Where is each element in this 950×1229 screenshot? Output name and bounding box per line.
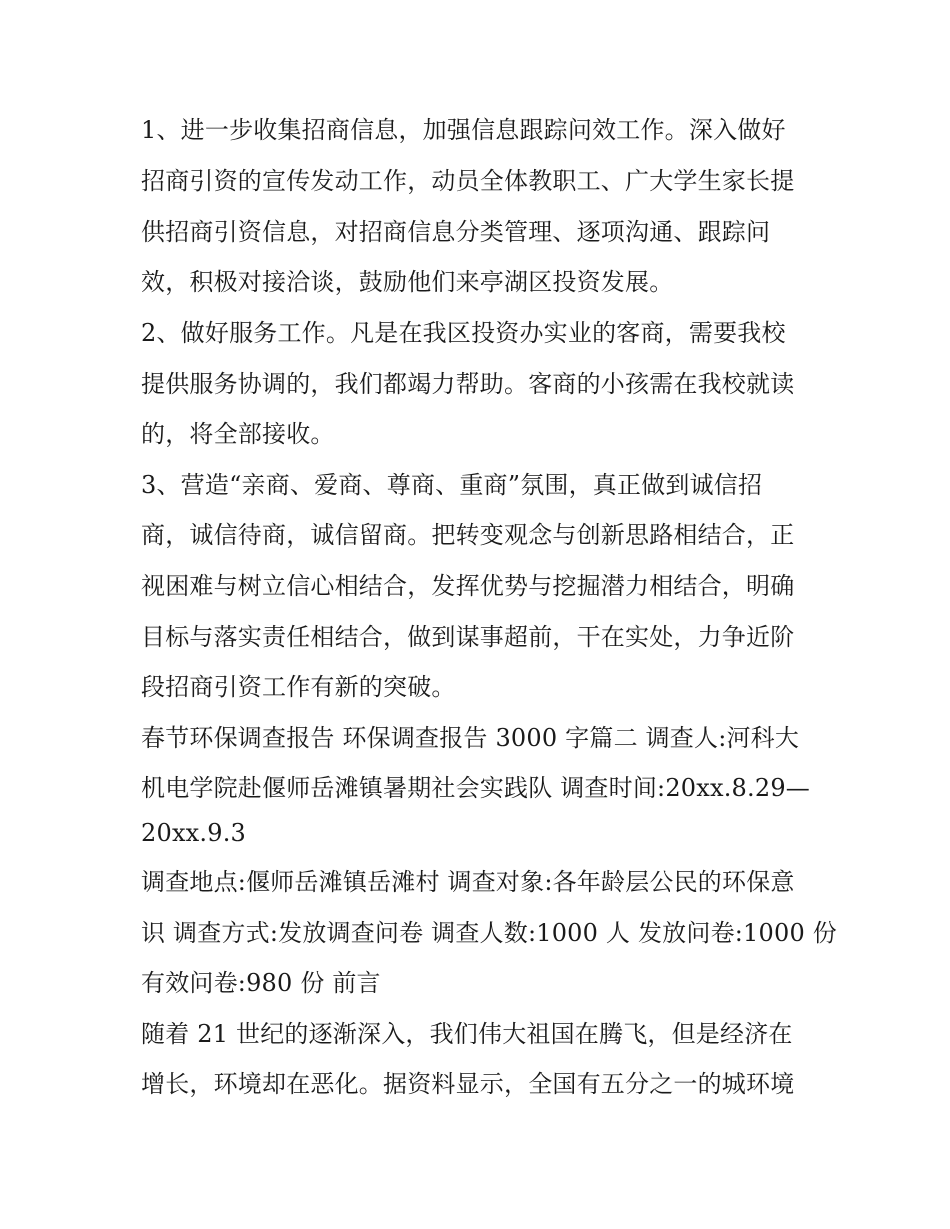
- text-line: 2、做好服务工作。凡是在我区投资办实业的客商，需要我校: [141, 319, 786, 347]
- text-line: 段招商引资工作有新的突破。: [141, 673, 456, 701]
- text-line: 随着 21 世纪的逐渐深入，我们伟大祖国在腾飞，但是经济在: [141, 1020, 793, 1048]
- text-line: 招商引资的宣传发动工作，动员全体教职工、广大学生家长提: [141, 167, 795, 195]
- text-line: 增长，环境却在恶化。据资料显示，全国有五分之一的城环境: [141, 1070, 795, 1098]
- text-line: 识 调查方式:发放调查问卷 调查人数:1000 人 发放问卷:1000 份: [141, 919, 837, 947]
- text-line: 目标与落实责任相结合，做到谋事超前，干在实处，力争近阶: [141, 623, 795, 651]
- text-line: 的，将全部接收。: [141, 420, 335, 448]
- text-line: 20xx.9.3: [141, 819, 247, 847]
- text-line: 3、营造“亲商、爱商、尊商、重商”氛围，真正做到诚信招: [141, 471, 763, 499]
- text-line: 1、进一步收集招商信息，加强信息跟踪问效工作。深入做好: [141, 116, 786, 144]
- text-line: 调查地点:偃师岳滩镇岳滩村 调查对象:各年龄层公民的环保意: [141, 868, 795, 896]
- text-line: 春节环保调查报告 环保调查报告 3000 字篇二 调查人:河科大: [141, 724, 800, 752]
- text-line: 提供服务协调的，我们都竭力帮助。客商的小孩需在我校就读: [141, 370, 795, 398]
- text-line: 供招商引资信息，对招商信息分类管理、逐项沟通、跟踪问: [141, 218, 771, 246]
- text-line: 效，积极对接洽谈，鼓励他们来亭湖区投资发展。: [141, 268, 674, 296]
- text-line: 机电学院赴偃师岳滩镇暑期社会实践队 调查时间:20xx.8.29—: [141, 774, 810, 802]
- text-line: 视困难与树立信心相结合，发挥优势与挖掘潜力相结合，明确: [141, 572, 795, 600]
- text-line: 商，诚信待商，诚信留商。把转变观念与创新思路相结合，正: [141, 521, 795, 549]
- text-line: 有效问卷:980 份 前言: [141, 969, 381, 997]
